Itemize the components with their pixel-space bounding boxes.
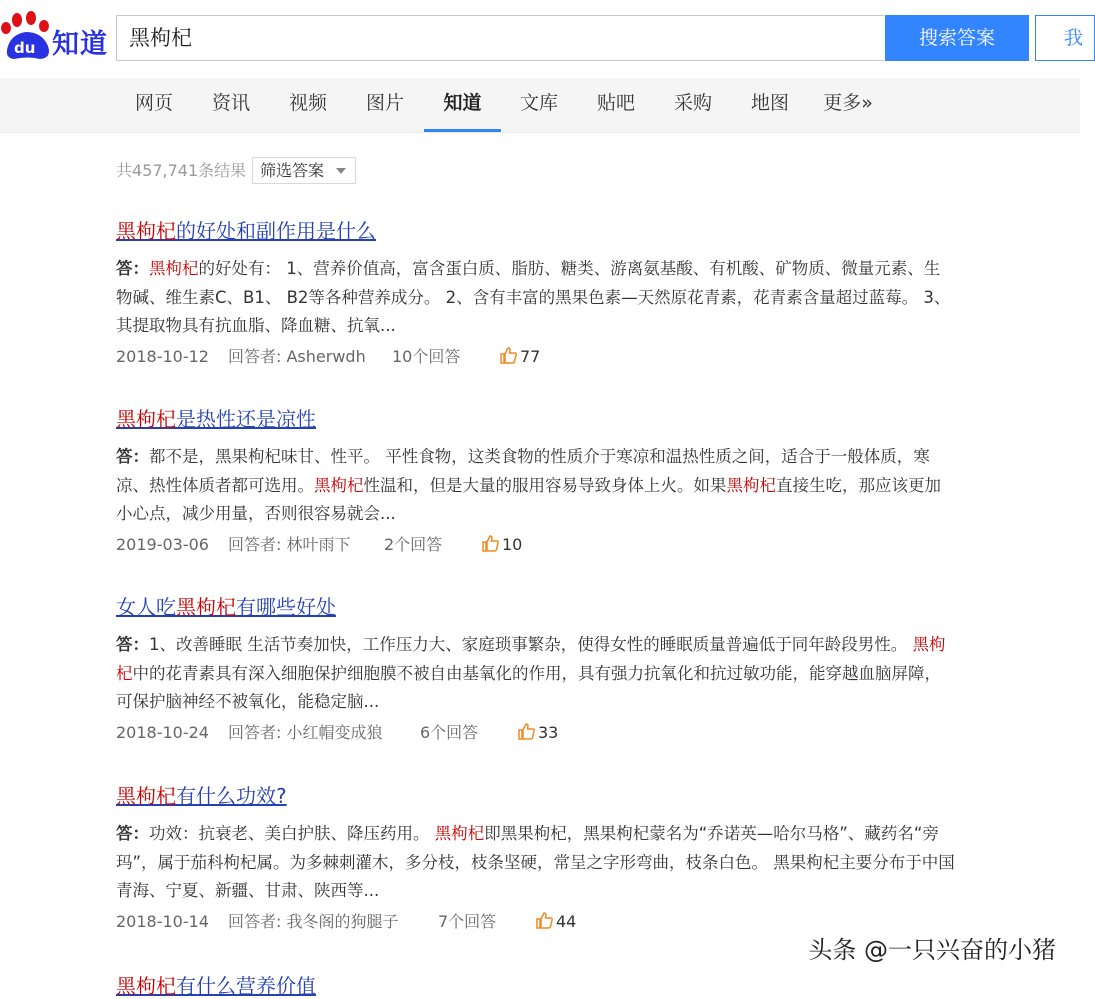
result-count: 共457,741条结果 [116,161,247,180]
result-meta [116,720,956,746]
baidu-zhidao-logo[interactable] [0,12,110,62]
title-highlight: 黑枸杞 [116,407,176,431]
title-highlight: 黑枸杞 [116,974,176,998]
result-snippet [116,631,956,717]
snippet-text: 都不是，黑果枸杞味甘、性平。 平性食物，这类食物的性质介于寒凉和温热性质之间，适合于一般体质，寒凉、热性体质者都可选用。 [116,447,930,495]
result-answer-count[interactable]: 6个回答 [420,723,479,742]
answer-label: 答： [116,447,149,466]
nav-tab-zhidao[interactable]: 知道 [424,78,501,132]
search-answer-button[interactable]: 搜索答案 [885,15,1029,61]
result-answerer[interactable]: 回答者: 我冬阁的狗腿子 [228,912,399,931]
snippet-text: 功效：抗衰老、美白护肤、降压药用。 [149,824,435,843]
title-text: 有哪些好处 [236,595,336,619]
channel-nav [0,78,1080,133]
thumbs-up-icon [536,912,553,929]
nav-tab-map[interactable]: 地图 [750,92,789,114]
header [0,0,1084,78]
result-item [116,404,956,558]
paw-logo-icon [0,12,56,62]
result-title-link[interactable] [116,216,956,246]
thumbs-up-icon [482,535,499,552]
result-title-link[interactable] [116,404,956,434]
like-count[interactable]: 77 [500,344,540,370]
snippet-text: 的好处有： 1、营养价值高，富含蛋白质、脂肪、糖类、游离氨基酸、有机酸、矿物质、微量元素、生物碱、维生素C、B1、 B2等各种营养成分。 2、含有丰富的黑果色素—天然原花青素，花青素含量超过蓝莓。 3、其提取物具有抗血脂、降血糖、抗氧... [116,259,951,335]
result-item [116,216,956,370]
title-highlight: 黑枸杞 [116,784,176,808]
nav-tab-tieba[interactable]: 贴吧 [596,92,635,114]
nav-tab-wenku[interactable]: 文库 [519,92,558,114]
result-date: 2018-10-14 [116,912,209,931]
filter-label: 筛选答案 [260,161,325,180]
nav-tab-web[interactable]: 网页 [134,92,173,114]
result-snippet [116,820,956,906]
result-meta [116,344,956,370]
answer-label: 答： [116,635,149,654]
like-count[interactable]: 44 [536,909,576,935]
ask-question-button[interactable]: 我 [1035,15,1095,61]
result-answer-count[interactable]: 7个回答 [438,912,497,931]
nav-tab-more[interactable]: 更多» [823,92,873,114]
result-date: 2018-10-12 [116,347,209,366]
result-item [116,592,956,746]
title-text: 的好处和副作用是什么 [176,219,376,243]
nav-tab-images[interactable]: 图片 [365,92,404,114]
nav-tab-purchase[interactable]: 采购 [673,92,712,114]
result-answerer[interactable]: 回答者: 林叶雨下 [228,535,351,554]
snippet-highlight: 黑枸杞 [434,824,485,843]
svg-text:du: du [14,39,36,57]
result-date: 2018-10-24 [116,723,209,742]
filter-answers-dropdown[interactable] [252,157,356,184]
watermark: 头条 @一只兴奋的小猪 [808,936,1056,964]
result-snippet [116,443,956,529]
thumbs-up-icon [518,723,535,740]
result-meta [116,532,956,558]
result-answer-count[interactable]: 2个回答 [384,535,443,554]
result-title-link[interactable] [116,781,956,811]
like-count[interactable]: 10 [482,532,522,558]
snippet-text: 1、改善睡眠 生活节奏加快，工作压力大、家庭琐事繁杂，使得女性的睡眠质量普遍低于同年龄段男性。 [149,635,913,654]
logo-text: 知道 [52,29,108,60]
snippet-text: 即黑果枸杞，黑果枸杞蒙名为“乔诺英—哈尔马格”、藏药名“旁玛”，属于茄科枸杞属。为多棘刺灌木，多分枝，枝条坚硬，常呈之字形弯曲，枝条白色。 黑果枸杞主要分布于中国青海、宁夏、新疆、甘肃、陕西等... [116,824,955,900]
result-title-link[interactable] [116,592,956,622]
nav-tab-news[interactable]: 资讯 [211,92,250,114]
search-input[interactable]: 黑枸杞 [116,15,884,61]
title-text: 女人吃 [116,595,176,619]
thumbs-up-icon [500,347,517,364]
caret-down-icon [336,168,346,174]
snippet-highlight: 黑枸杞 [149,259,199,278]
nav-tab-video[interactable]: 视频 [288,92,327,114]
title-text: 有什么营养价值 [176,974,316,998]
title-text: 是热性还是凉性 [176,407,316,431]
title-text: 有什么功效? [176,784,287,808]
like-count[interactable]: 33 [518,720,558,746]
title-highlight: 黑枸杞 [176,595,236,619]
result-item [116,781,956,935]
snippet-highlight: 黑枸杞 [116,635,946,683]
result-title-link[interactable] [116,970,316,999]
result-answerer[interactable]: 回答者: 小红帽变成狼 [228,723,383,742]
result-snippet [116,255,956,341]
result-date: 2019-03-06 [116,535,209,554]
title-highlight: 黑枸杞 [116,219,176,243]
snippet-highlight: 黑枸杞 [726,475,776,495]
snippet-text: 性温和，但是大量的服用容易导致身体上火。如果 [363,475,727,495]
result-answerer[interactable]: 回答者: Asherwdh [228,347,366,366]
snippet-text: 中的花青素具有深入细胞保护细胞膜不被自由基氧化的作用，具有强力抗氧化和抗过敏功能，能穿越血脑屏障，可保护脑神经不被氧化，能稳定脑... [116,663,941,711]
answer-label: 答： [116,824,149,843]
answer-label: 答： [116,259,149,278]
snippet-highlight: 黑枸杞 [314,475,364,495]
snippet-text: 直接生吃，那应该更加小心点，减少用量，否则很容易就会... [116,475,941,523]
result-answer-count[interactable]: 10个回答 [392,347,461,366]
